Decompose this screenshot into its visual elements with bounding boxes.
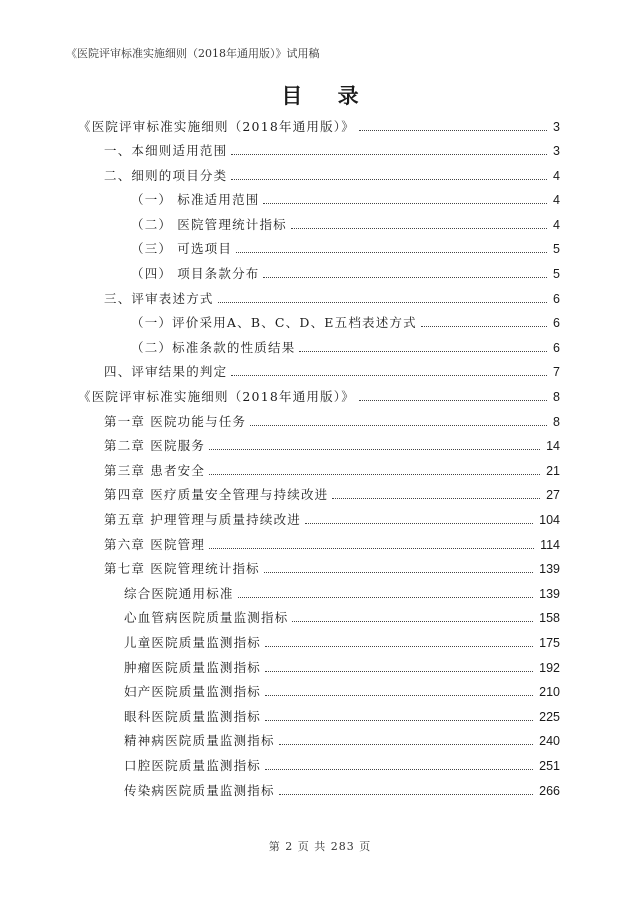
toc-leader [218,302,547,303]
page-footer: 第 2 页 共 283 页 [268,840,372,853]
toc-entry[interactable] [124,631,560,651]
toc-leader [264,572,533,573]
toc-entry-page: 27 [546,488,560,502]
toc-entry-text: （三） 可选项目 [131,241,233,256]
toc-entry[interactable] [124,729,560,749]
toc-entry-page: 3 [553,144,560,158]
toc-leader [263,203,547,204]
toc-entry-text: 第三章 患者安全 [104,463,206,478]
toc-entry-page: 175 [539,636,560,650]
toc-leader [238,597,534,598]
toc-entry-text: 儿童医院质量监测指标 [124,635,262,650]
toc-leader [209,548,534,549]
toc-entry-text: 传染病医院质量监测指标 [124,783,275,798]
toc-entry-text: （一）评价采用A、B、C、D、E五档表述方式 [131,315,417,330]
toc-leader [279,794,533,795]
toc-entry-text: 第四章 医疗质量安全管理与持续改进 [104,487,329,502]
toc-entry-page: 7 [553,365,560,379]
toc-entry-page: 8 [553,415,560,429]
toc-entry-page: 5 [553,242,560,256]
toc-entry[interactable] [104,287,560,307]
toc-leader [359,400,547,401]
toc-entry[interactable] [124,582,560,602]
toc-entry[interactable] [104,164,560,184]
toc-leader [332,498,540,499]
toc-entry-page: 210 [539,685,560,699]
toc-entry-text: 第二章 医院服务 [104,438,206,453]
toc-entry[interactable] [104,483,560,503]
toc-entry[interactable] [131,311,560,331]
toc-entry-page: 3 [553,120,560,134]
toc-entry-page: 139 [539,562,560,576]
toc-entry-text: 口腔医院质量监测指标 [124,758,262,773]
toc-entry[interactable] [124,606,560,626]
toc-entry-text: （二） 医院管理统计指标 [131,217,287,232]
toc-leader [236,252,547,253]
toc-leader [279,744,533,745]
toc-entry-text: 肿瘤医院质量监测指标 [124,660,262,675]
toc-entry-text: 第一章 医院功能与任务 [104,414,247,429]
toc-entry[interactable] [104,508,560,528]
toc-entry-text: 心血管病医院质量监测指标 [124,610,289,625]
toc-entry-page: 4 [553,169,560,183]
toc-entry-text: 四、评审结果的判定 [104,364,228,379]
toc-entry-page: 6 [553,316,560,330]
toc-entry[interactable] [104,459,560,479]
toc-entry-text: 综合医院通用标准 [124,586,234,601]
toc-entry-page: 4 [553,218,560,232]
toc-entry-text: 第七章 医院管理统计指标 [104,561,260,576]
toc-leader [265,720,533,721]
toc-leader [265,671,533,672]
toc-entry-text: 《医院评审标准实施细则（2018年通用版）》 [78,119,355,134]
toc-leader [359,130,547,131]
toc-entry[interactable] [131,237,560,257]
toc-entry-text: （二）标准条款的性质结果 [131,340,296,355]
running-header: 《医院评审标准实施细则（2018年通用版）》试用稿 [66,47,320,60]
toc-entry-text: 妇产医院质量监测指标 [124,684,262,699]
toc-entry[interactable] [131,336,560,356]
toc-entry-text: 三、评审表述方式 [104,291,214,306]
toc-entry-text: 眼科医院质量监测指标 [124,709,262,724]
toc-entry-page: 158 [539,611,560,625]
page-title: 目 录 [281,83,373,108]
toc-entry-page: 114 [540,538,560,552]
toc-entry[interactable] [78,385,560,405]
toc-leader [263,277,547,278]
toc-leader [250,425,547,426]
toc-leader [265,646,533,647]
toc-leader [305,523,533,524]
toc-entry-page: 104 [539,513,560,527]
toc-leader [231,179,547,180]
toc-entry-page: 4 [553,193,560,207]
toc-entry-page: 225 [539,710,560,724]
toc-entry[interactable] [104,533,560,553]
toc-entry-text: 第六章 医院管理 [104,537,206,552]
toc-entry[interactable] [131,188,560,208]
toc-entry-text: 一、本细则适用范围 [104,143,228,158]
toc-leader [291,228,547,229]
toc-leader [299,351,547,352]
toc-entry-text: 二、细则的项目分类 [104,168,228,183]
toc-entry-text: （一） 标准适用范围 [131,192,260,207]
toc-entry-page: 251 [539,759,560,773]
toc-entry[interactable] [131,213,560,233]
toc-entry[interactable] [124,656,560,676]
toc-entry[interactable] [124,680,560,700]
toc-entry-page: 240 [539,734,560,748]
toc-entry-page: 192 [539,661,560,675]
toc-entry-page: 6 [553,292,560,306]
toc-entry-page: 266 [539,784,560,798]
toc-entry-page: 21 [546,464,560,478]
toc-entry-page: 139 [539,587,560,601]
toc-leader [209,449,540,450]
toc-entry-page: 8 [553,390,560,404]
toc-leader [265,769,533,770]
toc-entry[interactable] [124,779,560,799]
toc-entry-page: 6 [553,341,560,355]
toc-entry-text: （四） 项目条款分布 [131,266,260,281]
toc-leader [231,154,547,155]
toc-entry[interactable] [104,139,560,159]
toc-entry-text: 精神病医院质量监测指标 [124,733,275,748]
toc-entry[interactable] [104,360,560,380]
toc-entry[interactable] [124,705,560,725]
toc-entry-page: 5 [553,267,560,281]
toc-entry-page: 14 [546,439,560,453]
toc-leader [209,474,540,475]
toc-entry-text: 《医院评审标准实施细则（2018年通用版）》 [78,389,355,404]
toc-leader [421,326,547,327]
toc-entry-text: 第五章 护理管理与质量持续改进 [104,512,301,527]
toc-leader [265,695,533,696]
toc-entry[interactable] [104,434,560,454]
toc-leader [231,375,547,376]
toc-entry[interactable] [104,557,560,577]
toc-entry[interactable] [124,754,560,774]
toc-entry[interactable] [104,410,560,430]
toc-entry[interactable] [131,262,560,282]
toc-entry[interactable] [78,115,560,135]
toc-leader [292,621,533,622]
